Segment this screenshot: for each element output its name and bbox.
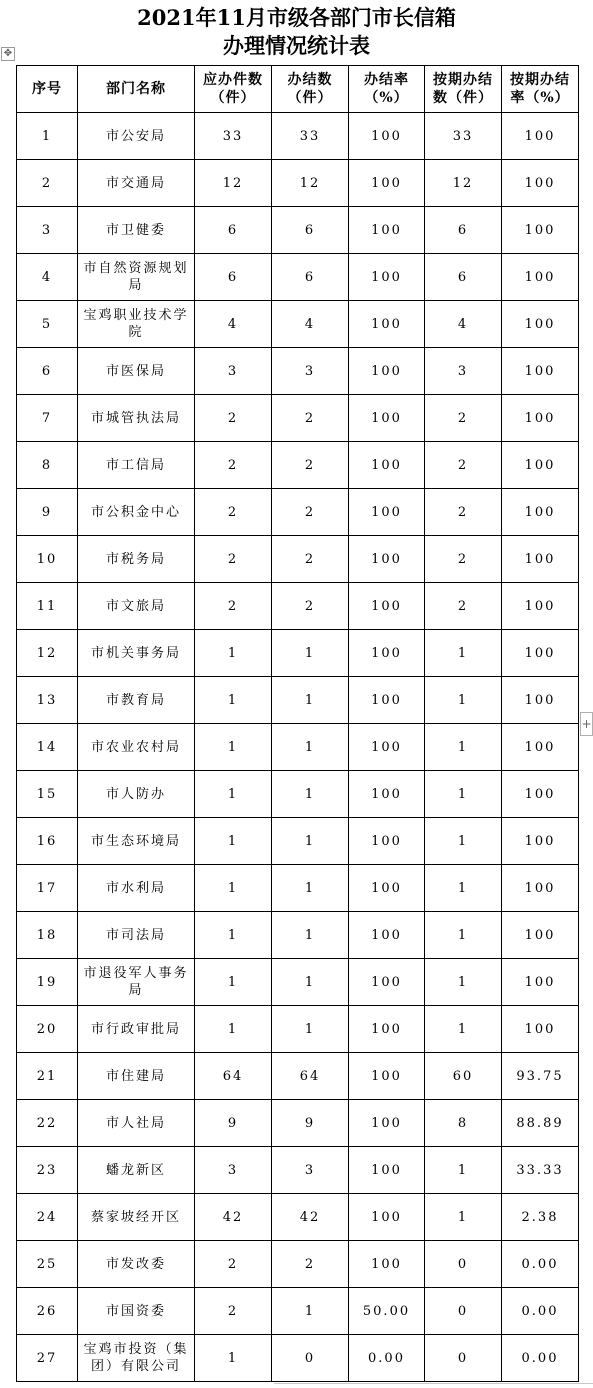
cell-completed-count: 2: [272, 489, 349, 536]
cell-completion-rate: 100: [349, 1194, 425, 1241]
cell-ontime-rate: 100: [502, 254, 579, 301]
cell-ontime-count: 2: [425, 489, 502, 536]
cell-index: 4: [17, 254, 78, 301]
cell-completed-count: 1: [272, 771, 349, 818]
cell-completion-rate: 100: [349, 395, 425, 442]
cell-completed-count: 1: [272, 1288, 349, 1335]
cell-index: 7: [17, 395, 78, 442]
cell-ontime-rate: 100: [502, 724, 579, 771]
cell-assigned-count: 1: [195, 1335, 272, 1382]
cell-index: 3: [17, 207, 78, 254]
cell-ontime-rate: 100: [502, 489, 579, 536]
cell-ontime-rate: 0.00: [502, 1288, 579, 1335]
cell-ontime-rate: 100: [502, 771, 579, 818]
cell-department: 市文旅局: [78, 583, 195, 630]
cell-department: 市行政审批局: [78, 1006, 195, 1053]
cell-completion-rate: 100: [349, 207, 425, 254]
move-icon[interactable]: ✥: [1, 47, 15, 61]
cell-assigned-count: 6: [195, 207, 272, 254]
cell-ontime-rate: 100: [502, 442, 579, 489]
cell-assigned-count: 2: [195, 489, 272, 536]
table-row: [17, 771, 579, 818]
table-body: [17, 113, 579, 1382]
table-row: [17, 865, 579, 912]
cell-ontime-rate: 100: [502, 583, 579, 630]
table-row: [17, 1147, 579, 1194]
table-row: [17, 1288, 579, 1335]
cell-completed-count: 1: [272, 818, 349, 865]
cell-ontime-rate: 0.00: [502, 1335, 579, 1382]
cell-ontime-count: 1: [425, 865, 502, 912]
table-row: [17, 912, 579, 959]
cell-assigned-count: 1: [195, 677, 272, 724]
cell-ontime-count: 1: [425, 959, 502, 1006]
cell-completed-count: 1: [272, 1006, 349, 1053]
cell-completed-count: 3: [272, 1147, 349, 1194]
cell-ontime-count: 1: [425, 771, 502, 818]
cell-department: 市工信局: [78, 442, 195, 489]
cell-completion-rate: 100: [349, 677, 425, 724]
cell-completion-rate: 100: [349, 583, 425, 630]
cell-department: 市税务局: [78, 536, 195, 583]
cell-assigned-count: 1: [195, 865, 272, 912]
cell-completion-rate: 100: [349, 771, 425, 818]
cell-completion-rate: 100: [349, 865, 425, 912]
table-row: [17, 301, 579, 348]
cell-completion-rate: 100: [349, 724, 425, 771]
cell-department: 蟠龙新区: [78, 1147, 195, 1194]
cell-index: 10: [17, 536, 78, 583]
cell-completed-count: 12: [272, 160, 349, 207]
table-row: [17, 583, 579, 630]
header-assigned-count: 应办件数（件）: [195, 66, 272, 113]
cell-department: 市人防办: [78, 771, 195, 818]
cell-completed-count: 2: [272, 536, 349, 583]
cell-assigned-count: 3: [195, 1147, 272, 1194]
cell-ontime-rate: 100: [502, 1006, 579, 1053]
cell-completion-rate: 100: [349, 1006, 425, 1053]
cell-ontime-rate: 100: [502, 113, 579, 160]
cell-index: 16: [17, 818, 78, 865]
cell-ontime-count: 1: [425, 818, 502, 865]
cell-ontime-count: 2: [425, 583, 502, 630]
cell-department: 市人社局: [78, 1100, 195, 1147]
cell-ontime-count: 1: [425, 1006, 502, 1053]
cell-index: 2: [17, 160, 78, 207]
page-bottom-edge: [274, 1383, 593, 1388]
table-row: [17, 395, 579, 442]
cell-ontime-rate: 100: [502, 818, 579, 865]
table-row: [17, 254, 579, 301]
table-row: [17, 489, 579, 536]
cell-index: 11: [17, 583, 78, 630]
table-row: [17, 348, 579, 395]
cell-department: 市退役军人事务局: [78, 959, 195, 1006]
cell-department: 市国资委: [78, 1288, 195, 1335]
cell-assigned-count: 33: [195, 113, 272, 160]
cell-completed-count: 33: [272, 113, 349, 160]
cell-index: 26: [17, 1288, 78, 1335]
cell-assigned-count: 1: [195, 1006, 272, 1053]
cell-completed-count: 6: [272, 207, 349, 254]
table-row: [17, 724, 579, 771]
cell-ontime-count: 6: [425, 207, 502, 254]
cell-ontime-rate: 100: [502, 160, 579, 207]
cell-completion-rate: 100: [349, 301, 425, 348]
table-row: [17, 536, 579, 583]
cell-ontime-count: 1: [425, 1147, 502, 1194]
table-row: [17, 1053, 579, 1100]
cell-index: 12: [17, 630, 78, 677]
cell-ontime-rate: 33.33: [502, 1147, 579, 1194]
cell-completion-rate: 100: [349, 489, 425, 536]
cell-completion-rate: 100: [349, 1100, 425, 1147]
cell-completed-count: 9: [272, 1100, 349, 1147]
cell-completion-rate: 0.00: [349, 1335, 425, 1382]
cell-completed-count: 1: [272, 912, 349, 959]
document-title-line-1: 2021年11月市级各部门市长信箱: [137, 5, 456, 30]
cell-ontime-rate: 0.00: [502, 1241, 579, 1288]
cell-assigned-count: 6: [195, 254, 272, 301]
header-completed-count: 办结数（件）: [272, 66, 349, 113]
cell-assigned-count: 4: [195, 301, 272, 348]
cell-ontime-rate: 100: [502, 301, 579, 348]
cell-completed-count: 2: [272, 583, 349, 630]
cell-ontime-count: 0: [425, 1288, 502, 1335]
table-header-row: [17, 66, 579, 113]
cell-ontime-rate: 100: [502, 912, 579, 959]
table-row: [17, 160, 579, 207]
table-row: [17, 1241, 579, 1288]
cell-completed-count: 64: [272, 1053, 349, 1100]
cell-index: 9: [17, 489, 78, 536]
cell-department: 市农业农村局: [78, 724, 195, 771]
table-row: [17, 1335, 579, 1382]
cell-completion-rate: 100: [349, 348, 425, 395]
cell-ontime-count: 0: [425, 1335, 502, 1382]
cell-assigned-count: 2: [195, 395, 272, 442]
cell-completion-rate: 100: [349, 959, 425, 1006]
cell-assigned-count: 9: [195, 1100, 272, 1147]
table-row: [17, 113, 579, 160]
cell-assigned-count: 12: [195, 160, 272, 207]
cell-department: 市医保局: [78, 348, 195, 395]
cell-ontime-count: 2: [425, 442, 502, 489]
cell-index: 5: [17, 301, 78, 348]
cell-ontime-count: 60: [425, 1053, 502, 1100]
cell-ontime-count: 8: [425, 1100, 502, 1147]
cell-assigned-count: 1: [195, 630, 272, 677]
cell-ontime-count: 33: [425, 113, 502, 160]
cell-department: 市城管执法局: [78, 395, 195, 442]
cell-index: 22: [17, 1100, 78, 1147]
cell-department: 市司法局: [78, 912, 195, 959]
cell-assigned-count: 42: [195, 1194, 272, 1241]
cell-assigned-count: 3: [195, 348, 272, 395]
cell-completion-rate: 100: [349, 536, 425, 583]
cell-index: 14: [17, 724, 78, 771]
header-index: 序号: [17, 66, 78, 113]
cell-ontime-rate: 100: [502, 395, 579, 442]
cell-completion-rate: 100: [349, 1053, 425, 1100]
document-title-line-2: 办理情况统计表: [223, 33, 370, 58]
cell-assigned-count: 2: [195, 1241, 272, 1288]
cell-ontime-count: 2: [425, 536, 502, 583]
cell-index: 8: [17, 442, 78, 489]
cell-completion-rate: 100: [349, 160, 425, 207]
cell-completion-rate: 100: [349, 818, 425, 865]
cell-ontime-count: 2: [425, 395, 502, 442]
cell-index: 23: [17, 1147, 78, 1194]
cell-department: 宝鸡市投资（集团）有限公司: [78, 1335, 195, 1382]
cell-ontime-rate: 100: [502, 207, 579, 254]
cell-completed-count: 3: [272, 348, 349, 395]
cell-ontime-count: 3: [425, 348, 502, 395]
table-row: [17, 1100, 579, 1147]
cell-index: 18: [17, 912, 78, 959]
cell-index: 17: [17, 865, 78, 912]
cell-ontime-count: 1: [425, 630, 502, 677]
cell-completed-count: 6: [272, 254, 349, 301]
cell-completed-count: 2: [272, 1241, 349, 1288]
cell-ontime-rate: 100: [502, 865, 579, 912]
cell-index: 13: [17, 677, 78, 724]
table-row: [17, 1194, 579, 1241]
cell-completion-rate: 100: [349, 912, 425, 959]
cell-ontime-count: 1: [425, 724, 502, 771]
cell-assigned-count: 64: [195, 1053, 272, 1100]
cell-assigned-count: 1: [195, 959, 272, 1006]
cell-completion-rate: 100: [349, 442, 425, 489]
cell-ontime-count: 12: [425, 160, 502, 207]
cell-completion-rate: 100: [349, 1147, 425, 1194]
cell-completed-count: 2: [272, 395, 349, 442]
cell-ontime-rate: 93.75: [502, 1053, 579, 1100]
cell-ontime-rate: 88.89: [502, 1100, 579, 1147]
table-row: [17, 207, 579, 254]
header-completion-rate: 办结率（%）: [349, 66, 425, 113]
cell-completion-rate: 100: [349, 1241, 425, 1288]
cell-ontime-rate: 100: [502, 348, 579, 395]
cell-ontime-rate: 100: [502, 536, 579, 583]
cell-ontime-rate: 100: [502, 959, 579, 1006]
cell-index: 20: [17, 1006, 78, 1053]
cell-assigned-count: 1: [195, 771, 272, 818]
cell-index: 25: [17, 1241, 78, 1288]
cell-department: 蔡家坡经开区: [78, 1194, 195, 1241]
cell-index: 24: [17, 1194, 78, 1241]
cell-completion-rate: 50.00: [349, 1288, 425, 1335]
table-row: [17, 442, 579, 489]
cell-ontime-count: 4: [425, 301, 502, 348]
header-ontime-rate: 按期办结率（%）: [502, 66, 579, 113]
cell-ontime-count: 1: [425, 677, 502, 724]
cell-completion-rate: 100: [349, 254, 425, 301]
add-row-icon[interactable]: +: [580, 712, 593, 736]
header-department: 部门名称: [78, 66, 195, 113]
cell-department: 市自然资源规划局: [78, 254, 195, 301]
cell-completed-count: 1: [272, 677, 349, 724]
cell-ontime-count: 1: [425, 1194, 502, 1241]
cell-completed-count: 1: [272, 724, 349, 771]
cell-index: 6: [17, 348, 78, 395]
cell-department: 市公安局: [78, 113, 195, 160]
cell-department: 市卫健委: [78, 207, 195, 254]
cell-department: 市交通局: [78, 160, 195, 207]
cell-assigned-count: 2: [195, 536, 272, 583]
cell-assigned-count: 1: [195, 912, 272, 959]
cell-ontime-rate: 2.38: [502, 1194, 579, 1241]
cell-completed-count: 0: [272, 1335, 349, 1382]
cell-assigned-count: 2: [195, 583, 272, 630]
cell-assigned-count: 1: [195, 724, 272, 771]
table-row: [17, 677, 579, 724]
cell-department: 市生态环境局: [78, 818, 195, 865]
statistics-table: [16, 65, 579, 1382]
table-row: [17, 818, 579, 865]
table-row: [17, 1006, 579, 1053]
cell-completed-count: 1: [272, 630, 349, 677]
cell-ontime-count: 1: [425, 912, 502, 959]
cell-ontime-count: 0: [425, 1241, 502, 1288]
cell-completion-rate: 100: [349, 630, 425, 677]
cell-ontime-rate: 100: [502, 630, 579, 677]
cell-completed-count: 1: [272, 959, 349, 1006]
cell-completed-count: 2: [272, 442, 349, 489]
cell-assigned-count: 2: [195, 442, 272, 489]
cell-department: 市机关事务局: [78, 630, 195, 677]
cell-index: 1: [17, 113, 78, 160]
cell-index: 15: [17, 771, 78, 818]
table-row: [17, 630, 579, 677]
cell-department: 市教育局: [78, 677, 195, 724]
cell-assigned-count: 1: [195, 818, 272, 865]
cell-assigned-count: 2: [195, 1288, 272, 1335]
table-row: [17, 959, 579, 1006]
cell-completion-rate: 100: [349, 113, 425, 160]
cell-index: 19: [17, 959, 78, 1006]
cell-index: 21: [17, 1053, 78, 1100]
cell-ontime-rate: 100: [502, 677, 579, 724]
cell-completed-count: 42: [272, 1194, 349, 1241]
cell-department: 市水利局: [78, 865, 195, 912]
cell-completed-count: 1: [272, 865, 349, 912]
header-ontime-count: 按期办结数（件）: [425, 66, 502, 113]
cell-department: 市公积金中心: [78, 489, 195, 536]
cell-ontime-count: 6: [425, 254, 502, 301]
cell-department: 市发改委: [78, 1241, 195, 1288]
cell-completed-count: 4: [272, 301, 349, 348]
cell-department: 宝鸡职业技术学院: [78, 301, 195, 348]
cell-department: 市住建局: [78, 1053, 195, 1100]
cell-index: 27: [17, 1335, 78, 1382]
